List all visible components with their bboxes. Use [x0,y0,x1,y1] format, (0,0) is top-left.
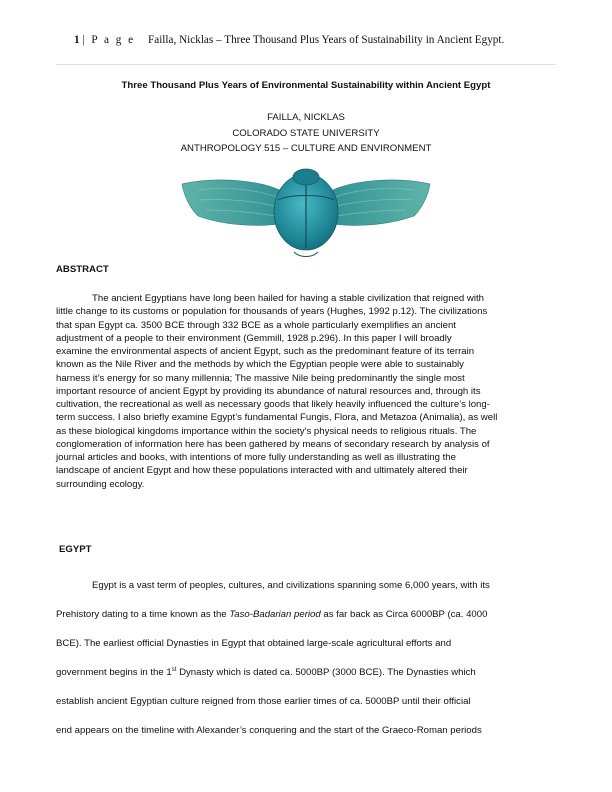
winged-scarab-image [178,162,434,260]
body-line: end appears on the timeline with Alexander’s conquering and the start of the Graeco-Roman periods [56,725,482,736]
abstract-line: adjustment of a people to their environment (Gemmill, 1928 p.296). In this paper I will broadly [56,332,452,344]
body-line: BCE). The earliest official Dynasties in Egypt that obtained large-scale agricultural efforts and [56,638,452,649]
author-university: COLORADO STATE UNIVERSITY [232,127,380,139]
abstract-line: term success. I also briefly examine Egypt’s fundamental Fungis, Flora, and Metazoa (Animalia), as well [56,412,498,424]
running-title: Failla, Nicklas – Three Thousand Plus Years of Sustainability in Ancient Egypt. [148,34,505,46]
abstract-line: landscape of ancient Egypt and how these populations interacted with and ultimately altered their [56,465,468,477]
abstract-line: harness it’s energy for so many millennia; The massive Nile being predominantly the single most [56,372,465,384]
abstract-heading: ABSTRACT [56,264,109,275]
abstract-line: known as the Nile River and the methods by which the Egyptian people were able to sustainably [56,359,464,371]
abstract-text [56,292,556,491]
author-name: FAILLA, NICKLAS [267,112,345,123]
author-block [56,110,556,157]
abstract-line: important resource of ancient Egypt by providing its abundance of natural resources and, through its [56,385,481,397]
body-line: establish ancient Egyptian culture reigned from those earlier times of ca. 5000BP until their official [56,696,471,707]
abstract-line: conglomeration of information here has been gathered by means of secondary research by analysis of [56,438,490,450]
abstract-line: The ancient Egyptians have long been hailed for having a stable civilization that reigned with [92,293,484,304]
italic-term: Taso-Badarian period [229,609,321,620]
body-text: as far back as Circa 6000BP (ca. 4000 [320,609,488,620]
body-text: Prehistory dating to a time known as the [56,609,230,620]
abstract-line: that span Egypt ca. 3500 BCE through 332 BCE as a whole particularly exemplifies an ancient [56,319,456,331]
page-number: 1 | P a g e [74,34,136,46]
body-text: government begins in the 1 [56,667,172,678]
superscript: st [171,666,177,673]
body-line [56,658,556,687]
abstract-line: cultivation, the recreational as well as necessary goods that likely heavily influenced the culture’s long- [56,399,490,410]
header-divider [56,64,556,65]
abstract-line: examine the environmental aspects of ancient Egypt, such as the predominant feature of its terrain [56,346,475,357]
abstract-line: little change to its customs or population for thousands of years (Hughes, 1992 p.12). The civilizations [56,306,488,318]
page-header [56,34,556,54]
egypt-heading: EGYPT [59,544,92,555]
body-line: Egypt is a vast term of peoples, cultures, and civilizations spanning some 6,000 years, with its [92,580,490,591]
paper-title: Three Thousand Plus Years of Environmental Sustainability within Ancient Egypt [121,80,491,91]
body-text: Dynasty which is dated ca. 5000BP (3000 BCE). The Dynasties which [176,667,476,678]
egypt-body-text [56,571,556,745]
abstract-line: as these biological kingdoms importance within the society’s physical needs to religious rituals. The [56,425,477,437]
abstract-line: journal articles and books, with intentions of more fully understanding as well as illustrating the [56,452,456,463]
abstract-line: surrounding ecology. [56,478,145,490]
page-label: | P a g e [82,34,136,46]
body-line [56,600,556,629]
author-course: ANTHROPOLOGY 515 – CULTURE AND ENVIRONMENT [180,143,432,154]
